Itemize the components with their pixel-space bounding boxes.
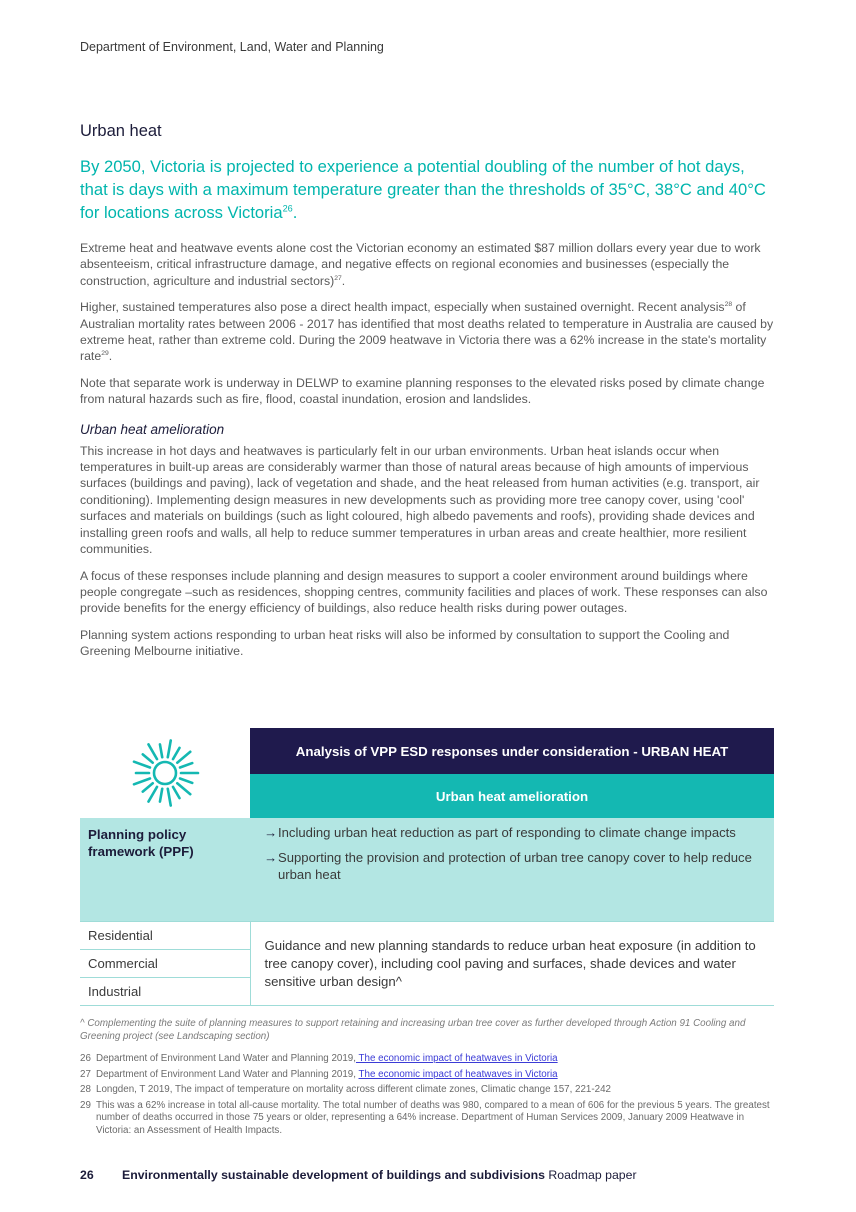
document-subtitle: Roadmap paper bbox=[544, 1168, 637, 1182]
sector-commercial: Commercial bbox=[80, 950, 250, 978]
paragraph-health-impact: Higher, sustained temperatures also pose a direct health impact, especially when sustained overnight. Recent analysis$^{28}$ of Australian mortality rates between 2006 - 2017 has identified that most deaths related to temperature in Australia are caused by extreme heat, rather than extreme cold. During the 2009 heatwave in Victoria there was a 62% increase in the state's mortality rate$^{29}$. bbox=[80, 300, 774, 364]
section-title: Urban heat bbox=[80, 122, 162, 140]
footnote-link[interactable]: The economic impact of heatwaves in Victoria bbox=[355, 1053, 558, 1064]
paragraph-separate-work: Note that separate work is underway in DELWP to examine planning responses to the elevated risks posed by climate change from natural hazards such as fire, flood, coastal inundation, erosion and landslides. bbox=[80, 375, 765, 407]
sun-icon bbox=[127, 735, 203, 811]
footnote-ref[interactable]: 26 bbox=[282, 203, 293, 214]
subheading: Urban heat amelioration bbox=[80, 421, 225, 437]
page-number: 26 bbox=[80, 1168, 94, 1182]
arrow-right-icon: → bbox=[264, 850, 278, 865]
footnote-ref[interactable]: 29 bbox=[101, 350, 109, 358]
ppf-item: → Including urban heat reduction as part of responding to climate change impacts bbox=[264, 825, 736, 840]
ppf-item: → Supporting the provision and protection of urban tree canopy cover to help reduce urban heat bbox=[264, 850, 752, 882]
analysis-table bbox=[80, 728, 774, 1006]
footnote-link[interactable]: The economic impact of heatwaves in Victoria bbox=[358, 1068, 558, 1080]
lead-paragraph: By 2050, Victoria is projected to experience a potential doubling of the number of hot days, that is days with a maximum temperature greater than the thresholds of 35°C, 38°C and 40°C for locations across Victoria$^{26}$. bbox=[80, 157, 766, 222]
ppf-label: Planning policy framework (PPF) bbox=[80, 818, 250, 922]
sector-industrial: Industrial bbox=[80, 978, 250, 1006]
paragraph-consultation: Planning system actions responding to urban heat risks will also be informed by consultation to support the Cooling and Greening Melbourne initiative. bbox=[80, 627, 730, 659]
footnote: 26 Department of Environment Land Water and Planning 2019, The economic impact of heatwaves in Victoria bbox=[80, 1053, 558, 1064]
document-title: Environmentally sustainable development of buildings and subdivisions bbox=[122, 1168, 545, 1182]
footnotes bbox=[80, 1053, 780, 1140]
footnote: 27 Department of Environment Land Water and Planning 2019, The economic impact of heatwaves in Victoria bbox=[80, 1068, 558, 1080]
sector-residential: Residential bbox=[80, 922, 250, 950]
running-header: Department of Environment, Land, Water and Planning bbox=[80, 40, 384, 54]
table-logo-cell bbox=[80, 728, 250, 818]
footnote-ref[interactable]: 28 bbox=[724, 301, 733, 309]
footnote: 29 This was a 62% increase in total all-cause mortality. The total number of deaths was 980, compared to a mean of 606 for the previous 5 years. The greatest number of deaths occurred in those 75 years or older, representing a 64% increase. Department of Human Services 2009, January 2009 Heatwave in Victoria: an Assessment of Health Impacts. bbox=[80, 1099, 770, 1136]
page-footer bbox=[80, 1168, 637, 1182]
arrow-right-icon: → bbox=[264, 825, 278, 840]
paragraph-focus: A focus of these responses include planning and design measures to support a cooler environment around buildings where people congregate –such as residences, shopping centres, community facilities and places of work. These responses can also provide benefits for the energy efficiency of buildings, also reduce health risks during power outages. bbox=[80, 568, 768, 616]
ppf-items bbox=[250, 818, 774, 922]
table-header-title: Analysis of VPP ESD responses under consideration - URBAN HEAT bbox=[250, 728, 774, 774]
footnote-ref[interactable]: 27 bbox=[334, 274, 342, 282]
main-content bbox=[80, 122, 774, 670]
table-note: ^ Complementing the suite of planning measures to support retaining and increasing urban tree cover as further developed through Action 91 Cooling and Greening project (see Landscaping section) bbox=[80, 1018, 746, 1042]
footnote: 28 Longden, T 2019, The impact of temperature on mortality across different climate zones, Climatic change 157, 221-242 bbox=[80, 1084, 611, 1095]
paragraph-economic-cost: Extreme heat and heatwave events alone cost the Victorian economy an estimated $87 million dollars every year due to work absenteeism, critical infrastructure damage, and negative effects on regional economies and businesses (especially the construction, agriculture and industrial sectors)$^{27}$. bbox=[80, 241, 761, 288]
paragraph-heat-islands: This increase in hot days and heatwaves is particularly felt in our urban environments. Urban heat islands occur when temperatures in built-up areas are considerably warmer than those of natural areas because of high amounts of impervious surfaces (buildings and paving), lack of vegetation and shade, and the heat released from human activities (e.g. transport, air conditioning). Implementing design measures in new developments such as providing more tree canopy cover, using 'cool' surfaces and materials on buildings (such as light coloured, high albedo pavements and roofs), providing shade devices and installing green roofs and walls, all help to reduce summer temperatures in urban areas and create healthier, more resilient communities. bbox=[80, 443, 760, 557]
table-subheader: Urban heat amelioration bbox=[250, 774, 774, 818]
guidance-text: Guidance and new planning standards to reduce urban heat exposure (in addition to tree canopy cover), including cool paving and surfaces, shade devices and water sensitive urban design^ bbox=[250, 922, 774, 1006]
